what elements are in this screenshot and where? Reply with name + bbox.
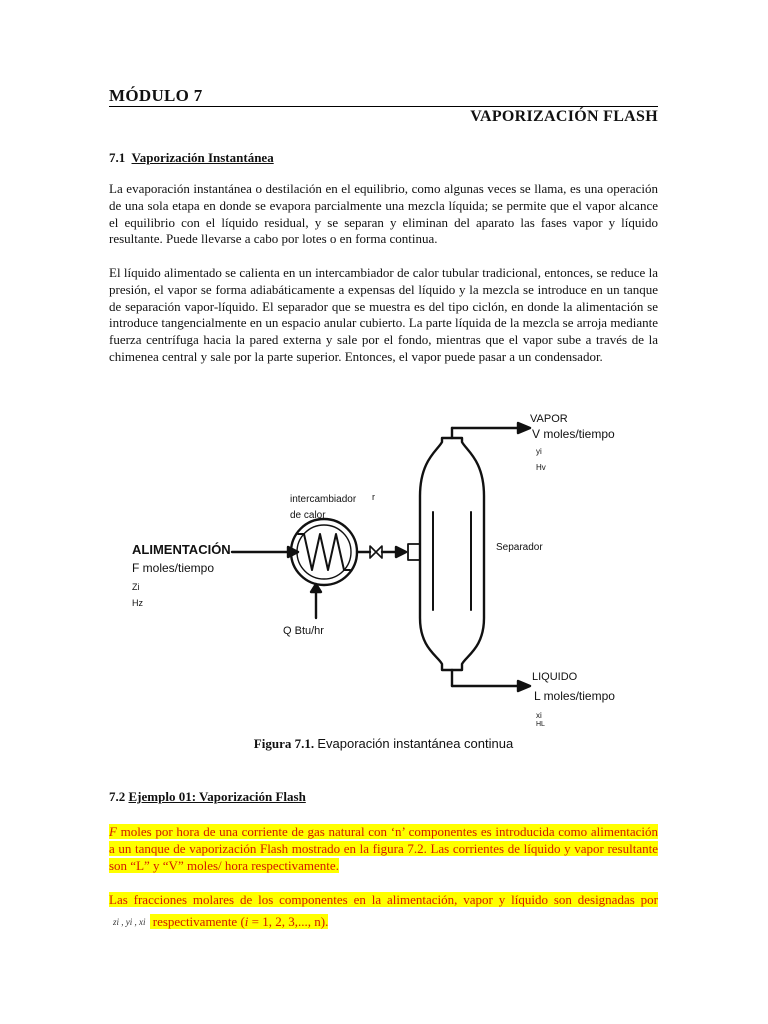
vapor-enthalpy: Hv: [536, 463, 546, 472]
feed-flow-label: F moles/tiempo: [132, 561, 215, 575]
liquid-flow-label: L moles/tiempo: [534, 689, 615, 703]
module-heading: MÓDULO 7: [109, 86, 203, 105]
separator-vessel: [420, 438, 484, 670]
liquid-enthalpy: HL: [536, 721, 545, 728]
section-title: Ejemplo 01: Vaporización Flash: [128, 789, 306, 804]
flash-diagram: [120, 408, 660, 728]
liquid-arrow: [518, 681, 530, 691]
mole-fraction-text-3: = 1, 2, 3,..., n).: [248, 914, 329, 929]
section-title: Vaporización Instantánea: [131, 150, 274, 165]
liquid-composition: xi: [536, 711, 542, 720]
chapter-title: VAPORIZACIÓN FLASH: [470, 108, 658, 125]
section-heading-7-2: [109, 789, 306, 805]
heat-duty-label: Q Btu/hr: [283, 625, 324, 637]
figure-caption-label: Figura 7.1.: [253, 736, 315, 751]
example-text: moles por hora de una corriente de gas natural con ‘n’ componentes es introducida como alimentación a un tanque de vaporización Flash mostrado en la figura 7.2. Las corrientes de líquido y vapor resultante son “L” y “V” moles/ hora respectivamente.: [109, 824, 658, 873]
section-number: 7.2: [109, 789, 126, 804]
exchanger-label: intercambiador: [290, 494, 357, 505]
mole-fraction-text: Las fracciones molares de los componentes en la alimentación, vapor y líquido son designadas por: [109, 892, 658, 907]
vapor-arrow: [518, 423, 530, 433]
valve: [370, 546, 382, 558]
vapor-composition: yi: [536, 447, 542, 456]
exchanger-temp: r: [372, 492, 375, 502]
exchanger-label-2: de calor: [290, 510, 326, 521]
vapor-label: VAPOR: [530, 413, 568, 425]
feed-label: ALIMENTACIÓN: [132, 542, 231, 557]
figure-caption-text: Evaporación instantánea continua: [317, 736, 514, 751]
mole-fraction-formula: zi , yi , xi: [109, 911, 150, 933]
paragraph-process: El líquido alimentado se calienta en un intercambiador de calor tubular tradicional, entonces, se reduce la presión, el vapor se forma adiabáticamente a expensas del líquido y la mezcla se introduce en un tanque de separación vapor-líquido. El separador que se muestra es del tipo ciclón, en donde la alimentación se introduce tangencialmente en un espacio anular cubierto. La parte líquida de la mezcla se arroja mediante fuerza centrífuga hacia la pared externa y sale por el fondo, mientras que el vapor sube a través de la chimenea central y sale por la parte superior. Entonces, el vapor puede pasar a un condensador.: [109, 265, 658, 364]
inlet-nozzle: [408, 544, 420, 560]
variable-i: i: [244, 914, 249, 929]
section-heading-7-1: [109, 150, 274, 166]
figure-caption: [109, 736, 658, 752]
feed-enthalpy: Hz: [132, 598, 143, 608]
liquid-label: LIQUIDO: [532, 671, 578, 683]
paragraph-definition: La evaporación instantánea o destilación en el equilibrio, como algunas veces se llama, es una operación de una sola etapa en donde se evapora parcialmente una mezcla líquida; se permite que el vapor alcance el equilibrio con el líquido residual, y se separan y eliminan del aparato las fases vapor y líquido resultante. Puede llevarse a cabo por lotes o en forma continua.: [109, 181, 658, 247]
section-number: 7.1: [109, 150, 126, 165]
paragraph-example-feed: [109, 823, 658, 874]
exchanger-coil: [304, 534, 344, 570]
variable-f: F: [109, 824, 117, 839]
feed-composition: Zi: [132, 582, 140, 592]
heading-rule: [109, 106, 658, 107]
mole-fraction-text-2: respectivamente (: [149, 914, 245, 929]
separator-label: Separador: [496, 542, 543, 553]
paragraph-mole-fractions: [109, 889, 658, 933]
vapor-flow-label: V moles/tiempo: [532, 427, 615, 441]
